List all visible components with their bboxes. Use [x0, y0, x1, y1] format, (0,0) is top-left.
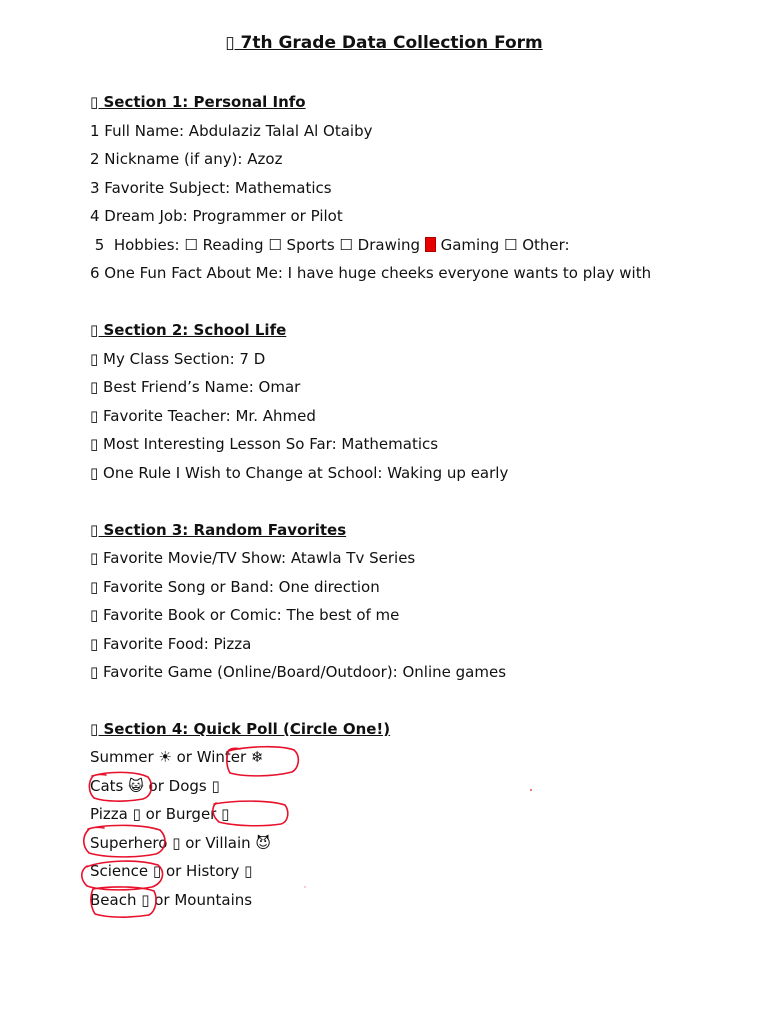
hobby-other: Other:: [522, 236, 570, 254]
hobby-reading: Reading: [202, 236, 264, 254]
favorite-teacher-line: ▯ Favorite Teacher: Mr. Ahmed: [90, 407, 316, 425]
favorite-food-line: ▯ Favorite Food: Pizza: [90, 635, 252, 653]
checkbox-gaming-checked[interactable]: [425, 237, 436, 252]
dream-job-line: 4 Dream Job: Programmer or Pilot: [90, 207, 343, 225]
favorite-game-line: ▯ Favorite Game (Online/Board/Outdoor): Online games: [90, 663, 507, 681]
poll-beach-mountains: Beach ▯ or Mountains: [90, 891, 253, 909]
favorite-movie-line: ▯ Favorite Movie/TV Show: Atawla Tv Series: [90, 549, 416, 567]
favorite-book-line: ▯ Favorite Book or Comic: The best of me: [90, 606, 400, 624]
school-rule-line: ▯ One Rule I Wish to Change at School: Waking up early: [90, 464, 509, 482]
favorite-subject-line: 3 Favorite Subject: Mathematics: [90, 179, 332, 197]
section-2-heading: ▯ Section 2: School Life: [90, 321, 287, 339]
nickname-line: 2 Nickname (if any): Azoz: [90, 150, 283, 168]
best-friend-line: ▯ Best Friend’s Name: Omar: [90, 378, 301, 396]
poll-superhero-villain: Superhero ▯ or Villain 😈: [90, 834, 272, 852]
section-3-heading: ▯ Section 3: Random Favorites: [90, 521, 347, 539]
class-section-line: ▯ My Class Section: 7 D: [90, 350, 266, 368]
checkbox-reading[interactable]: ☐: [184, 236, 198, 254]
page-title: ▯ 7th Grade Data Collection Form: [225, 33, 543, 53]
checkbox-sports[interactable]: ☐: [268, 236, 282, 254]
stray-pink-dot: [304, 886, 305, 887]
checkbox-drawing[interactable]: ☐: [339, 236, 353, 254]
poll-cats-dogs: Cats 😺 or Dogs ▯: [90, 777, 220, 795]
hobby-gaming: Gaming: [440, 236, 500, 254]
section-1-heading: ▯ Section 1: Personal Info: [90, 93, 306, 111]
hobbies-line: [90, 236, 570, 254]
favorite-song-line: ▯ Favorite Song or Band: One direction: [90, 578, 380, 596]
poll-science-history: Science ▯ or History ▯: [90, 862, 253, 880]
fun-fact-line: 6 One Fun Fact About Me: I have huge cheeks everyone wants to play with: [90, 264, 652, 282]
stray-red-dot: [530, 789, 532, 791]
poll-pizza-burger: Pizza ▯ or Burger ▯: [90, 805, 230, 823]
hobby-sports: Sports: [286, 236, 335, 254]
full-name-line: 1 Full Name: Abdulaziz Talal Al Otaiby: [90, 122, 373, 140]
interesting-lesson-line: ▯ Most Interesting Lesson So Far: Mathematics: [90, 435, 439, 453]
checkbox-other[interactable]: ☐: [504, 236, 518, 254]
hobby-drawing: Drawing: [357, 236, 421, 254]
hobbies-label: 5 Hobbies:: [90, 236, 180, 254]
section-4-heading: ▯ Section 4: Quick Poll (Circle One!): [90, 720, 391, 738]
poll-summer-winter: Summer ☀ or Winter ❄: [90, 748, 264, 766]
